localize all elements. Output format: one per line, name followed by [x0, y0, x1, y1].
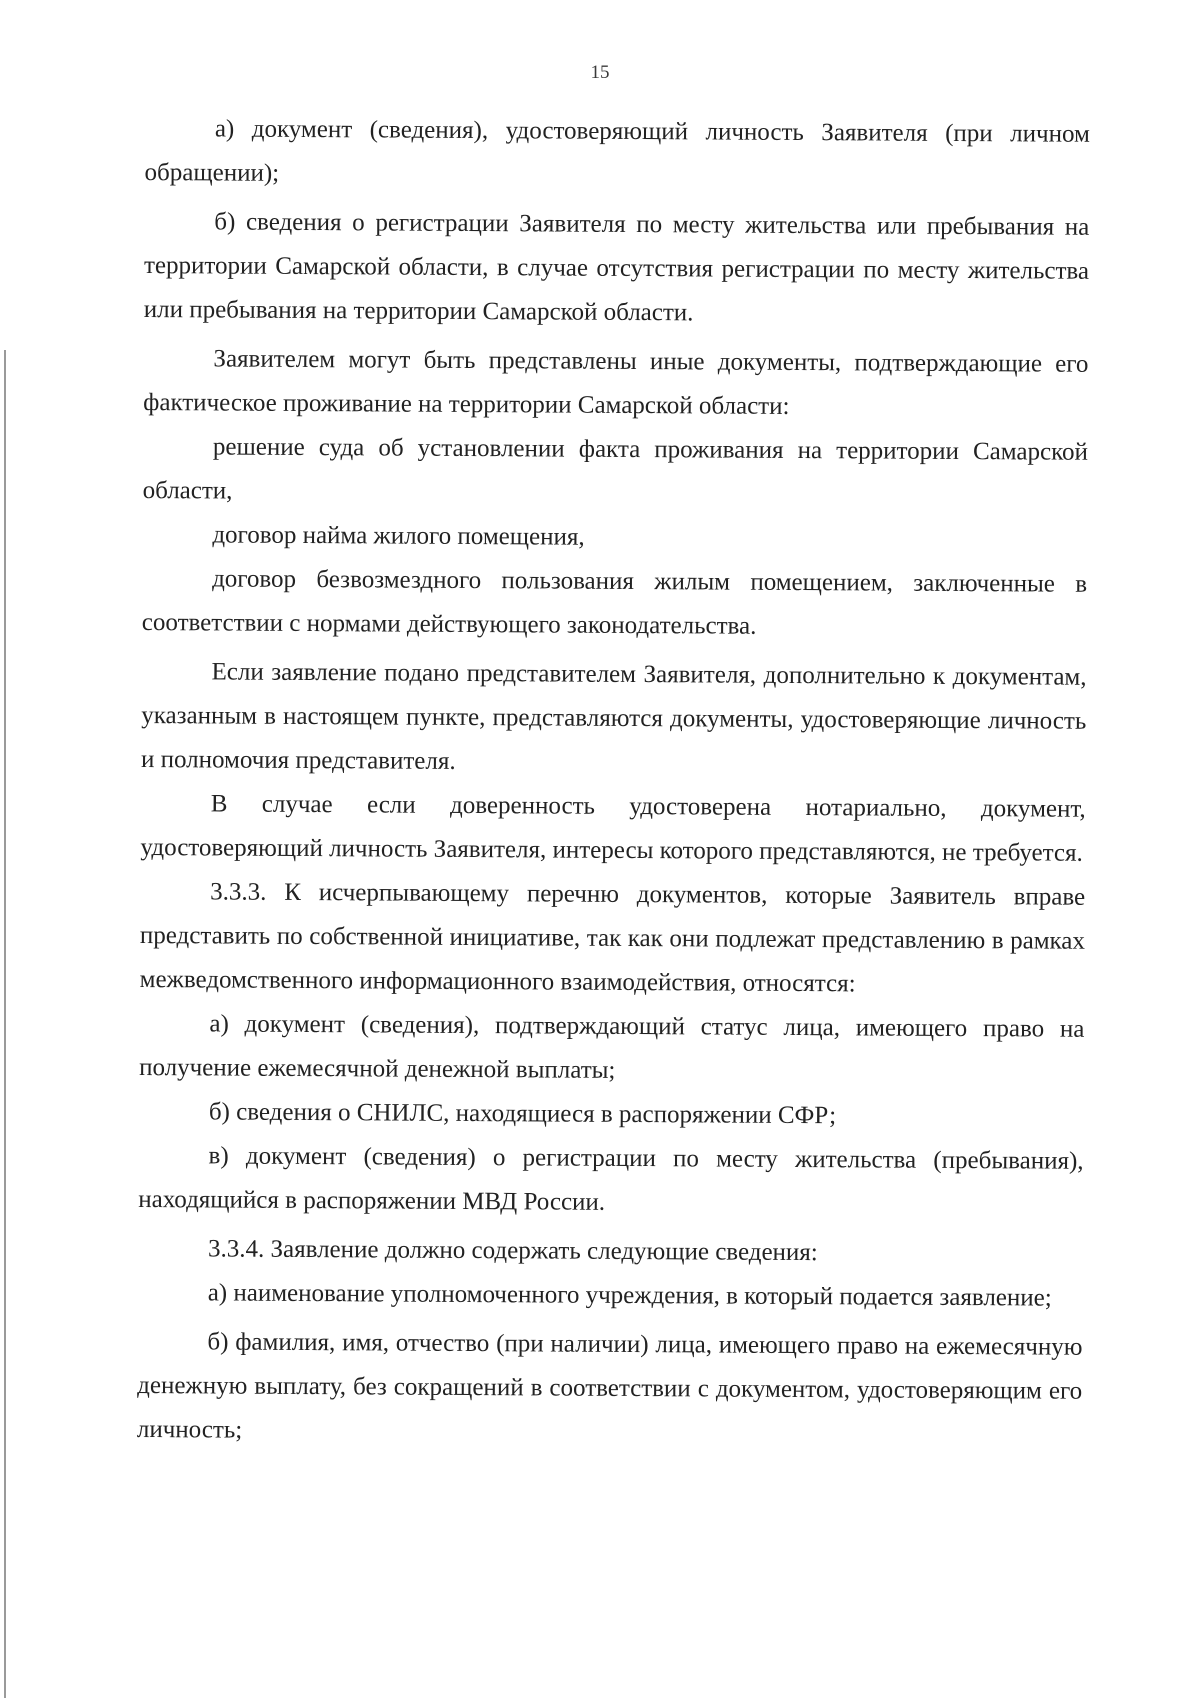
paragraph-3-3-4-a: а) наименование уполномоченного учреждения, в который подается заявление; — [207, 1279, 1052, 1312]
paragraph-free-use-contract: договор безвозмездного пользования жилым помещением, заключенные в соответствии с нормами действующего законодательства. — [141, 565, 1088, 640]
paragraph-notarized: В случае если доверенность удостоверена нотариально, документ, удостоверяющий личность Заявителя, интересы которого представляются, не требуется. — [140, 790, 1086, 867]
paragraph-court-decision: решение суда об установлении факта проживания на территории Самарской области, — [142, 433, 1088, 505]
document-body — [137, 107, 1090, 1458]
paragraph-3-3-3-v: в) документ (сведения) о регистрации по месту жительства (пребывания), находящийся в распоряжении МВД России. — [138, 1142, 1084, 1216]
paragraph-other-documents: Заявителем могут быть представлены иные документы, подтверждающие его фактическое проживание на территории Самарской области: — [143, 345, 1089, 420]
paragraph-3-3-4-b: б) фамилия, имя, отчество (при наличии) лица, имеющего право на ежемесячную денежную выплату, без сокращений в соответствии с документом, удостоверяющим его личность; — [136, 1328, 1083, 1444]
paragraph-3-3-4: 3.3.4. Заявление должно содержать следующие сведения: — [207, 1235, 818, 1267]
paragraph-rental-contract: договор найма жилого помещения, — [212, 521, 585, 551]
paragraph-3-3-3: 3.3.3. К исчерпывающему перечню документов, которые Заявитель вправе представить по собственной инициативе, так как они подлежат представлению в рамках межведомственного информационного взаимодействия, относятся: — [139, 878, 1086, 998]
page-number: 15 — [590, 62, 610, 83]
paragraph-3-3-3-a: а) документ (сведения), подтверждающий статус лица, имеющего право на получение ежемесячной денежной выплаты; — [139, 1010, 1085, 1084]
paragraph-b-registration: б) сведения о регистрации Заявителя по месту жительства или пребывания на территории Самарской области, в случае отсутствия регистрации по месту жительства или пребывания на территории Самарской области. — [143, 208, 1090, 327]
paragraph-representative: Если заявление подано представителем Заявителя, дополнительно к документам, указанным в настоящем пункте, представляются документы, удостоверяющие личность и полномочия представителя. — [140, 658, 1087, 775]
paragraph-a-identity-document: а) документ (сведения), удостоверяющий личность Заявителя (при личном обращении); — [144, 115, 1090, 187]
paragraph-3-3-3-b: б) сведения о СНИЛС, находящиеся в распоряжении СФР; — [208, 1098, 837, 1130]
scan-edge-line — [4, 350, 6, 1698]
